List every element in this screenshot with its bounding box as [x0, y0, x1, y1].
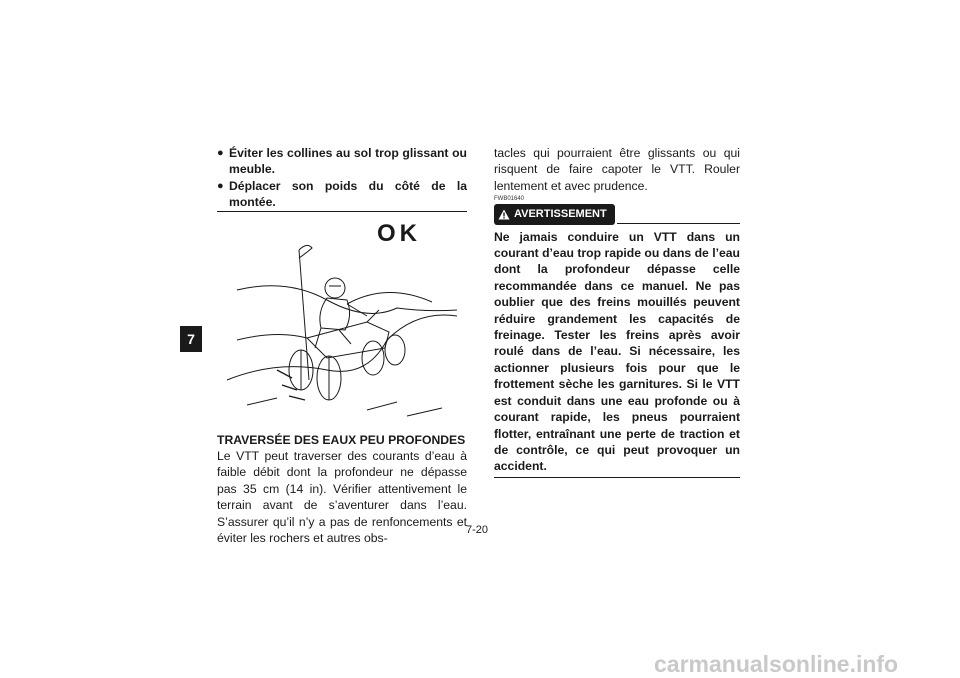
body-paragraph: Le VTT peut traverser des courants d’eau à faible débit dont la profondeur ne dépasse pas 35 cm (14 in). Vérifier attentivement le terrain avant de s’aventurer dans l’eau. S’assurer qu’il n’y a pas de renfoncements et éviter les rochers et autres obs- — [217, 449, 467, 546]
atv-drawing — [217, 220, 467, 428]
warning-rule — [617, 223, 740, 224]
body-paragraph: tacles qui pourraient être glissants ou qui risquent de faire capoter le VTT. Rouler lentement et avec prudence. — [494, 146, 740, 193]
illustration-label: OK — [377, 219, 421, 247]
bullet-item — [217, 178, 467, 211]
warning-label: AVERTISSEMENT — [514, 208, 607, 221]
footer-watermark: carmanualsonline.info — [654, 651, 899, 677]
bullet-icon: ● — [217, 179, 224, 192]
warning-triangle-icon — [498, 209, 510, 220]
bullet-icon: ● — [217, 147, 224, 159]
bullet-text: Déplacer son poids du côté de la montée. — [229, 178, 467, 210]
warning-text: Ne jamais conduire un VTT dans un courant d’eau trop rapide ou dans de l’eau dont la profondeur dépasse celle recommandée dans ce manuel. Ne pas oublier que des freins mouillés peuvent réduire grandement les capacités de freinage. Tester les freins après avoir roulé dans de l’eau. Si nécessaire, les actionner plusieurs fois pour que le frottement sèche les garnitures. Si le VTT est conduit dans une eau profonde ou à courant rapide, les pneus pourraient flotter, entraînant une perte de traction et de contrôle, ce qui peut provoquer un accident. — [494, 229, 740, 478]
warning-badge — [494, 204, 615, 224]
section-divider — [217, 211, 467, 212]
reference-code: FWB01640 — [494, 196, 525, 203]
left-column — [217, 145, 467, 546]
warning-header — [494, 204, 740, 224]
right-column — [494, 145, 740, 478]
atv-illustration — [217, 220, 467, 428]
bullet-item — [217, 145, 467, 178]
chapter-tab: 7 — [180, 326, 202, 352]
bullet-text: Éviter les collines au sol trop glissant ou meuble. — [229, 146, 467, 177]
page-number: 7-20 — [466, 524, 489, 536]
section-title: TRAVERSÉE DES EAUX PEU PROFONDES — [217, 432, 466, 447]
